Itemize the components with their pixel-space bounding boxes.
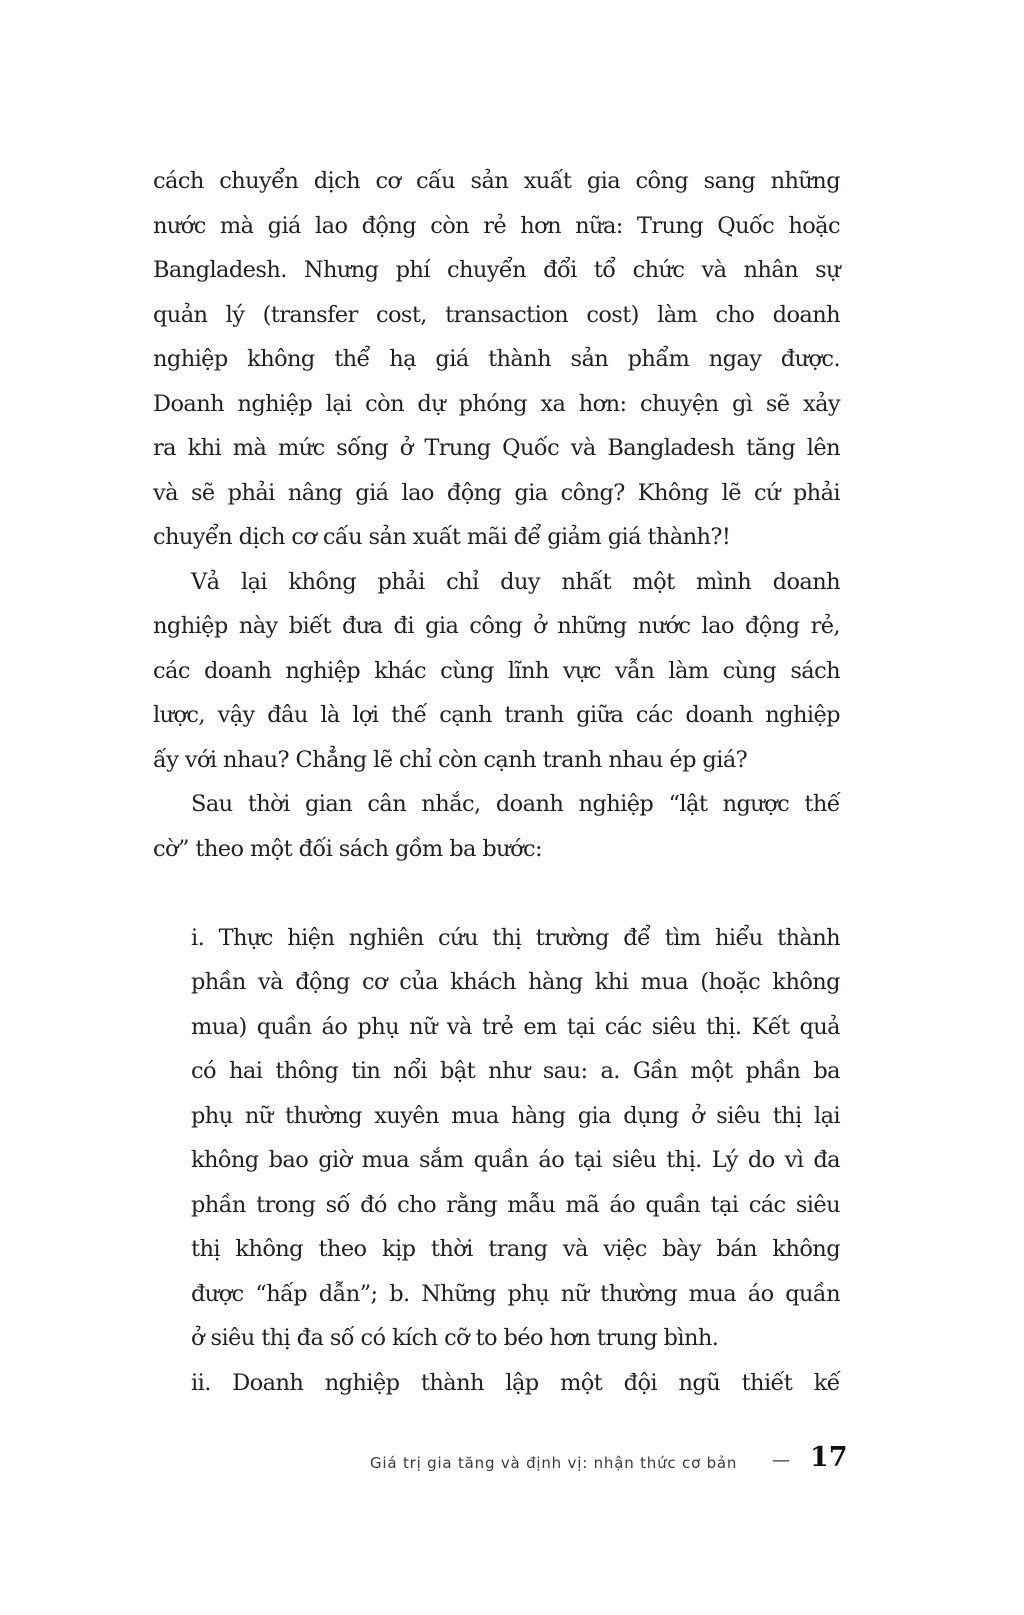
text-line: Doanh nghiệp lại còn dự phóng xa hơn: chuyện gì sẽ xảy	[153, 391, 840, 417]
page-number: 17	[810, 1442, 848, 1473]
text-line: nghiệp không thể hạ giá thành sản phẩm ngay được.	[153, 346, 840, 372]
list-line: ở siêu thị đa số có kích cỡ to béo hơn trung bình.	[191, 1325, 719, 1351]
text-line: Vả lại không phải chỉ duy nhất một mình doanh	[191, 569, 840, 595]
list-line: ii. Doanh nghiệp thành lập một đội ngũ thiết kế	[191, 1370, 840, 1396]
list-line: thị không theo kịp thời trang và việc bày bán không	[191, 1236, 840, 1262]
text-line: cờ” theo một đối sách gồm ba bước:	[153, 836, 542, 862]
text-line: chuyển dịch cơ cấu sản xuất mãi để giảm giá thành?!	[153, 524, 731, 550]
list-line: phần trong số đó cho rằng mẫu mã áo quần tại các siêu	[191, 1192, 840, 1218]
text-line: ấy với nhau? Chẳng lẽ chỉ còn cạnh tranh nhau ép giá?	[153, 747, 748, 773]
text-line: nghiệp này biết đưa đi gia công ở những nước lao động rẻ,	[153, 613, 840, 639]
list-line: có hai thông tin nổi bật như sau: a. Gần một phần ba	[191, 1058, 840, 1084]
text-line: ra khi mà mức sống ở Trung Quốc và Bangladesh tăng lên	[153, 435, 840, 461]
text-line: Bangladesh. Nhưng phí chuyển đổi tổ chức và nhân sự	[153, 257, 840, 283]
text-line: lược, vậy đâu là lợi thế cạnh tranh giữa các doanh nghiệp	[153, 702, 840, 728]
list-line: được “hấp dẫn”; b. Những phụ nữ thường mua áo quần	[191, 1281, 840, 1307]
list-line: i. Thực hiện nghiên cứu thị trường để tìm hiểu thành	[191, 925, 840, 951]
text-line: cách chuyển dịch cơ cấu sản xuất gia công sang những	[153, 168, 840, 194]
text-line: nước mà giá lao động còn rẻ hơn nữa: Trung Quốc hoặc	[153, 213, 840, 239]
list-line: mua) quần áo phụ nữ và trẻ em tại các siêu thị. Kết quả	[191, 1014, 840, 1040]
text-line: quản lý (transfer cost, transaction cost) làm cho doanh	[153, 302, 840, 328]
text-line: Sau thời gian cân nhắc, doanh nghiệp “lật ngược thế	[191, 791, 840, 817]
footer-dash: —	[772, 1450, 790, 1471]
list-line: phần và động cơ của khách hàng khi mua (hoặc không	[191, 969, 840, 995]
text-line: và sẽ phải nâng giá lao động gia công? Không lẽ cứ phải	[153, 480, 840, 506]
list-line: không bao giờ mua sắm quần áo tại siêu thị. Lý do vì đa	[191, 1147, 840, 1173]
text-line: các doanh nghiệp khác cùng lĩnh vực vẫn làm cùng sách	[153, 658, 840, 684]
list-line: phụ nữ thường xuyên mua hàng gia dụng ở siêu thị lại	[191, 1103, 840, 1129]
running-title: Giá trị gia tăng và định vị: nhận thức cơ bản	[370, 1454, 738, 1472]
